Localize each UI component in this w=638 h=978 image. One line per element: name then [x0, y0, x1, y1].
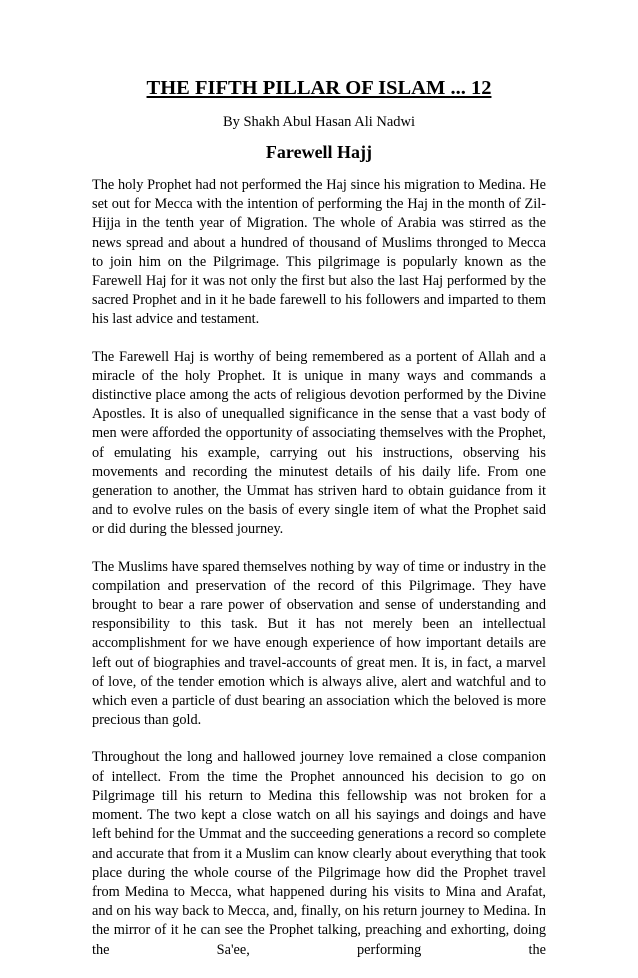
paragraph: The Farewell Haj is worthy of being remembered as a portent of Allah and a miracle of the holy Prophet. It is unique in many ways and commands a distinctive place among the acts of religious devotion performed by the Divine Apostles. It is also of unequalled significance in the sense that a vast body of men were afforded the opportunity of associating themselves with the Prophet, of emulating his example, carrying out his instructions, observing his movements and recording the minutest details of his daily life. From one generation to another, the Ummat has striven hard to obtain guidance from it and to evolve rules on the basis of every single item of what the Prophet said or did during the blessed journey. [92, 348, 546, 538]
section-heading: Farewell Hajj [265, 142, 373, 162]
author-byline: By Shakh Abul Hasan Ali Nadwi [222, 114, 416, 130]
paragraph: The holy Prophet had not performed the Haj since his migration to Medina. He set out for Mecca with the intention of performing the Haj in the month of Zil-Hijja in the tenth year of Migration. The whole of Arabia was stirred as the news spread and about a hundred of thousand of Muslims thronged to Mecca to join him on the Pilgrimage. This pilgrimage is popularly known as the Farewell Haj for it was not only the first but also the last Haj performed by the sacred Prophet and in it he bade farewell to his followers and imparted to them his last advice and testament. [92, 177, 546, 328]
body-text [92, 176, 546, 978]
paragraph: The Muslims have spared themselves nothing by way of time or industry in the compilation and preservation of the record of this Pilgrimage. They have brought to bear a rare power of observation and sense of understanding and responsibility to this task. But it has not merely been an intellectual accomplishment for we have enough experience of how important details are left out of biographies and travel-accounts of great men. It is, in fact, a marvel of love, of the tender emotion which is always alive, alert and watchful and to which even a particle of dust bearing an association which the beloved is more precious than gold. [92, 558, 546, 729]
paragraph: Throughout the long and hallowed journey love remained a close companion of intellect. From the time the Prophet announced his decision to go on Pilgrimage till his return to Medina this fellowship was not broken for a moment. The two kept a close watch on all his sayings and doings and have left behind for the Ummat and the succeeding generations a record so complete and accurate that from it a Muslim can know clearly about everything that took place during the whole course of the Pilgrimage how did the Prophet travel from Medina to Mecca, what happened during his visits to Mina and Arafat, and on his way back to Mecca, and, finally, on his return journey to Medina. In the mirror of it he can see the Prophet talking, preaching and exhorting, doing the Sa'ee, performing the [92, 749, 546, 958]
document-title: THE FIFTH PILLAR OF ISLAM ... 12 [146, 77, 492, 99]
